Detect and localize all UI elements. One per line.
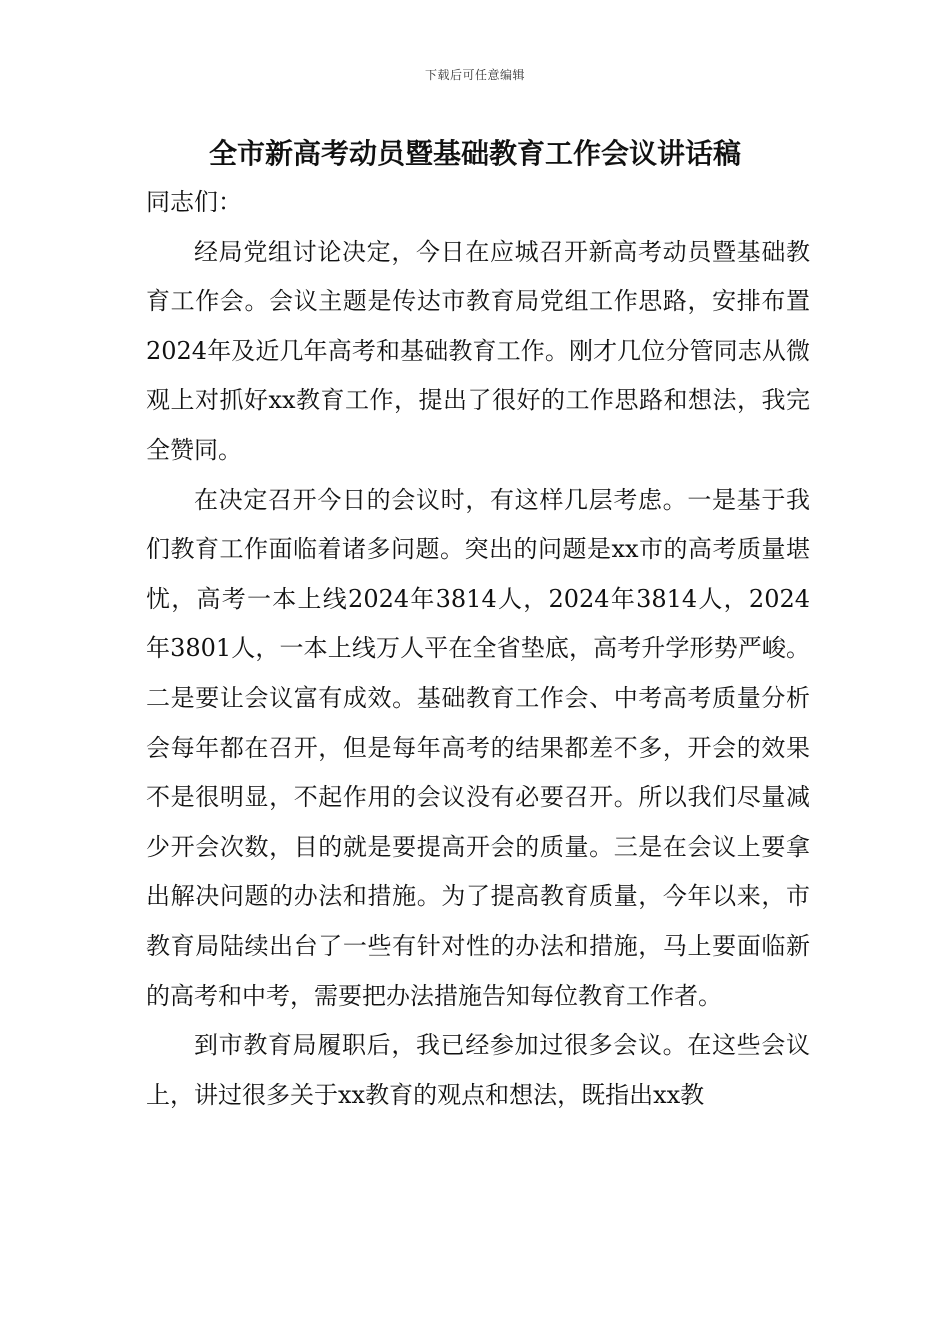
- paragraph-2: 在决定召开今日的会议时，有这样几层考虑。一是基于我们教育工作面临着诸多问题。突出的问题是xx市的高考质量堪忧，高考一本上线2024年3814人，2024年3814人，2024年3801人，一本上线万人平在全省垫底，高考升学形势严峻。二是要让会议富有成效。基础教育工作会、中考高考质量分析会每年都在召开，但是每年高考的结果都差不多，开会的效果不是很明显，不起作用的会议没有必要召开。所以我们尽量减少开会次数，目的就是要提高开会的质量。三是在会议上要拿出解决问题的办法和措施。为了提高教育质量，今年以来，市教育局陆续出台了一些有针对性的办法和措施，马上要面临新的高考和中考，需要把办法措施告知每位教育工作者。: [146, 485, 810, 1010]
- paragraph-3: 到市教育局履职后，我已经参加过很多会议。在这些会议上，讲过很多关于xx教育的观点和想法，既指出xx教: [146, 1031, 810, 1109]
- header-note: 下载后可任意编辑: [424, 68, 525, 82]
- paragraph-1: 经局党组讨论决定，今日在应城召开新高考动员暨基础教育工作会。会议主题是传达市教育局党组工作思路，安排布置2024年及近几年高考和基础教育工作。刚才几位分管同志从微观上对抓好xx教育工作，提出了很好的工作思路和想法，我完全赞同。: [146, 237, 810, 464]
- salutation: 同志们：: [146, 188, 242, 216]
- document-title: 全市新高考动员暨基础教育工作会议讲话稿: [208, 137, 741, 170]
- document-body: [146, 178, 810, 1120]
